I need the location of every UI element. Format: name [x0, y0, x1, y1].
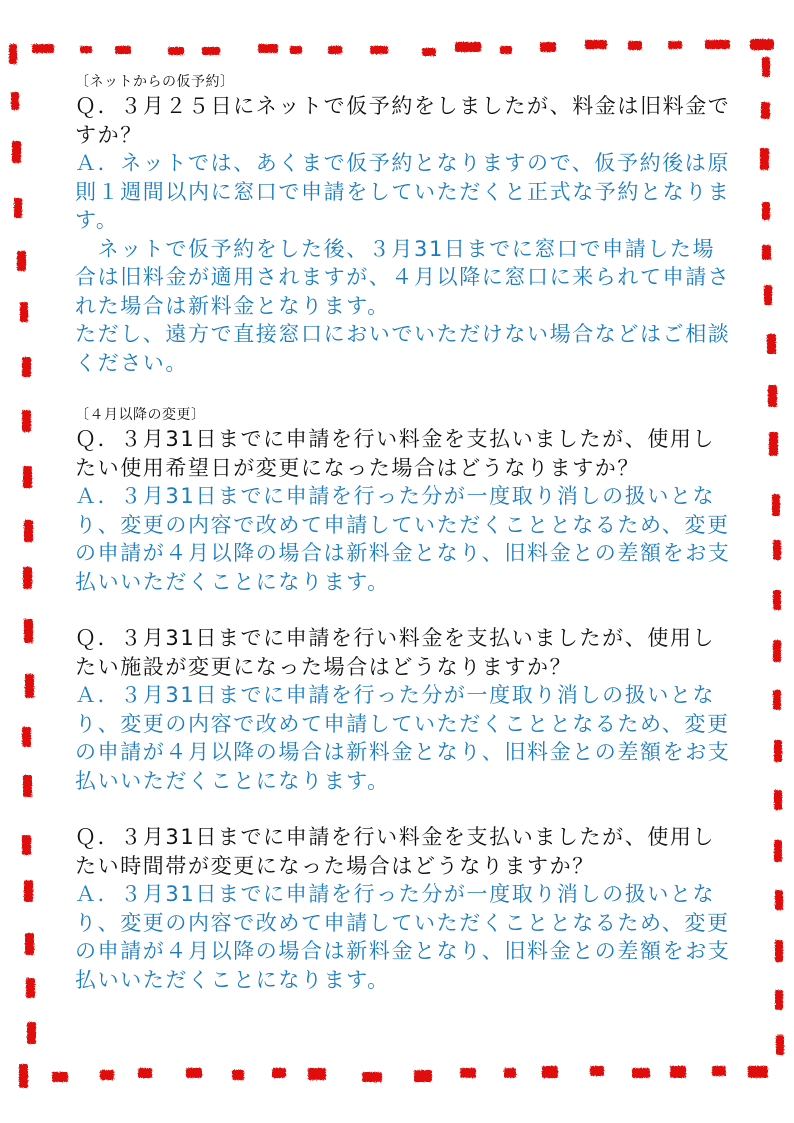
section-heading: 〔４月以降の変更〕 — [75, 407, 206, 423]
answer-text: Ａ．３月31日までに申請を行った分が一度取り消しの扱いとなり、変更の内容で改めて申請していただくこととなるため、変更の申請が４月以降の場合は新料金となり、旧料金との差額をお支払いいただくことになります。 — [75, 484, 731, 594]
qa-item — [75, 425, 735, 596]
spacer — [75, 596, 735, 624]
answer-text: Ａ．３月31日までに申請を行った分が一度取り消しの扱いとなり、変更の内容で改めて申請していただくこととなるため、変更の申請が４月以降の場合は新料金となり、旧料金との差額をお支払いいただくことになります。 — [75, 683, 731, 793]
faq-section-changes-after-april — [75, 405, 735, 994]
answer-text: ただし、遠方で直接窓口においでいただけない場合などはご相談ください。 — [75, 322, 731, 375]
answer-text: Ａ．３月31日までに申請を行った分が一度取り消しの扱いとなり、変更の内容で改めて申請していただくこととなるため、変更の申請が４月以降の場合は新料金となり、旧料金との差額をお支払いいただくことになります。 — [75, 882, 731, 992]
question-text: Ｑ．３月31日までに申請を行い料金を支払いましたが、使用したい使用希望日が変更になった場合はどうなりますか？ — [75, 427, 716, 480]
question-text: Ｑ．３月31日までに申請を行い料金を支払いましたが、使用したい施設が変更になった場合はどうなりますか？ — [75, 626, 716, 679]
faq-section-online-reservation — [75, 72, 735, 377]
section-heading: 〔ネットからの仮予約〕 — [75, 74, 235, 90]
qa-item — [75, 92, 735, 377]
spacer — [75, 377, 735, 405]
spacer — [75, 795, 735, 823]
faq-document — [75, 72, 735, 994]
qa-item — [75, 823, 735, 994]
answer-text: Ａ．ネットでは、あくまで仮予約となりますので、仮予約後は原則１週間以内に窓口で申請をしていただくと正式な予約となります。 — [75, 151, 731, 232]
question-text: Ｑ．３月２５日にネットで仮予約をしましたが、料金は旧料金ですか？ — [75, 94, 731, 147]
qa-item — [75, 624, 735, 795]
question-text: Ｑ．３月31日までに申請を行い料金を支払いましたが、使用したい時間帯が変更になった場合はどうなりますか？ — [75, 825, 716, 878]
answer-text: ネットで仮予約をした後、３月31日までに窓口で申請した場合は旧料金が適用されますが、４月以降に窓口に来られて申請された場合は新料金となります。 — [75, 236, 731, 318]
